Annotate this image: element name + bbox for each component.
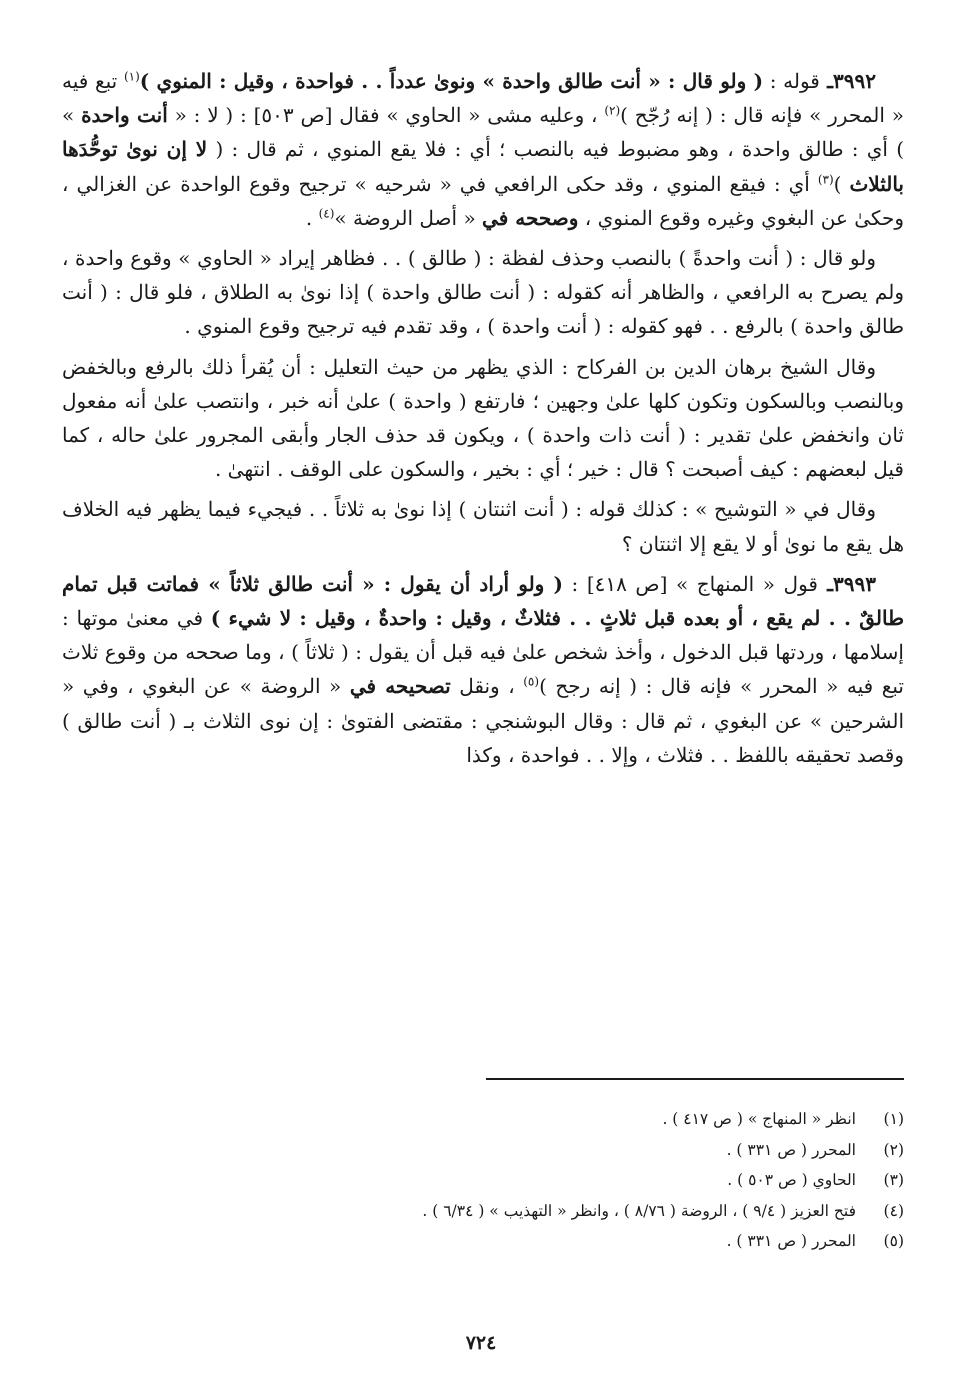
text-run: ) xyxy=(833,171,850,196)
footnote-number: (١) xyxy=(883,1110,904,1128)
footnote-number: (٢) xyxy=(883,1140,904,1159)
paragraph-p5 xyxy=(62,567,904,772)
footnote-text: انظر « المنهاج » ( ص ٤١٧ ) . xyxy=(662,1110,856,1128)
footnote-item xyxy=(200,1135,904,1166)
text-run: ولو قال : ( أنت واحدةً ) بالنصب وحذف لفظة : ( طالق ) . . فظاهر إيراد « الحاوي » وقوع واحدة ، ولم يصرح به الرافعي ، والظاهر أنه كقوله : ( أنت طالق واحدة ) إذا نوىٰ به الطلاق ، فلو قال : ( أنت طالق واحدة ) بالرفع . . فهو كقوله : ( أنت واحدة ) ، وقد تقدم فيه ترجيح وقوع المنوي . xyxy=(62,246,904,339)
footnote-ref: (٥) xyxy=(523,674,540,689)
text-run: ، ونقل xyxy=(450,674,524,699)
page-number: ٧٢٤ xyxy=(465,1332,497,1354)
text-run: وقال في « التوشيح » : كذلك قوله : ( أنت اثنتان ) إذا نوىٰ به ثلاثاً . . فيجيء فيما يظهر فيه الخلاف هل يقع ما نوىٰ أو لا يقع إلا اثنتان ؟ xyxy=(62,497,904,556)
text-run: « أصل الروضة » xyxy=(334,205,483,230)
footnote-text: المحرر ( ص ٣٣١ ) . xyxy=(726,1140,856,1159)
bold-text: أنت واحدة xyxy=(81,103,168,128)
footnote-item xyxy=(200,1165,904,1196)
text-run: وقال الشيخ برهان الدين بن الفركاح : الذي يظهر من حيث التعليل : أن يُقرأ ذلك بالرفع وبالخفض وبالنصب وبالسكون وتكون كلها علىٰ وجهين ؛ فارتفع ( واحدة ) علىٰ أنه خبر ، وانتصب علىٰ أنه مفعول ثان وانخفض علىٰ تقدير : ( أنت ذات واحدة ) ، ويكون قد حذف الجار وأبقى المجرور علىٰ حاله ، كما قيل لبعضهم : كيف أصبحت ؟ قال : خير ؛ أي : بخير ، والسكون على الوقف . انتهىٰ . xyxy=(62,354,904,482)
text-run: تبع فيه « المحرر » فإنه قال : ( إنه رُجّح ) xyxy=(62,69,905,128)
text-run: في معنىٰ موتها : إسلامها ، وردتها قبل الدخول ، وأخذ شخص علىٰ فيه قبل أن يقول : ( ثلاثاً ) ، وما صححه من وقوع ثلاث تبع فيه « المحرر » فإنه قال : ( إنه رجح ) xyxy=(62,606,904,699)
footnote-ref: (٤) xyxy=(318,206,335,221)
footnote-item xyxy=(200,1196,904,1227)
paragraph-p2 xyxy=(62,241,904,344)
footnote-number: (٤) xyxy=(883,1201,904,1220)
text-run: أي : فيقع المنوي ، وقد حكى الرافعي في « شرحيه » ترجيح وقوع الواحدة عن الغزالي ، وحكىٰ عن البغوي وغيره وقوع المنوي ، xyxy=(62,171,904,230)
bold-text: ٣٩٩٣ـ xyxy=(818,571,876,596)
paragraph-p3 xyxy=(62,350,904,487)
footnotes xyxy=(200,1104,904,1257)
text-run: » ) أي : طالق واحدة ، وهو مضبوط فيه بالنصب ؛ أي : فلا يقع المنوي ، ثم قال : ( xyxy=(62,103,904,162)
bold-text: وصححه في xyxy=(482,205,579,230)
footnote-number: (٣) xyxy=(883,1171,904,1189)
paragraph-p1 xyxy=(62,64,904,235)
footnote-text: الحاوي ( ص ٥٠٣ ) . xyxy=(727,1171,856,1189)
footnote-item xyxy=(200,1226,904,1257)
footnote-item xyxy=(200,1104,904,1135)
footnote-ref: (٣) xyxy=(817,171,834,186)
footnote-separator xyxy=(486,1078,904,1080)
bold-text: ( ولو قال : « أنت طالق واحدة » ونوىٰ عدداً . . فواحدة ، وقيل : المنوي ) xyxy=(139,69,764,93)
text-run: « الروضة » عن البغوي ، وفي « الشرحين » عن البغوي ، ثم قال : وقال البوشنجي : مقتضى الفتوىٰ : إن نوى الثلاث بـ ( أنت طالق ) وقصد تحقيقه باللفظ . . فثلاث ، وإلا . . فواحدة ، وكذا xyxy=(62,674,904,767)
footnote-number: (٥) xyxy=(883,1232,904,1250)
footnote-ref: (١) xyxy=(123,69,140,84)
text-run: قول « المنهاج » [ص ٤١٨] : xyxy=(562,571,818,596)
bold-text: ( ولو أراد أن يقول : « أنت طالق ثلاثاً » فماتت قبل تمام طالقٌ . . لم يقع ، أو بعده قبل ثلاثٍ . . فثلاثٌ ، وقيل : واحدةٌ ، وقيل : لا شيء ) xyxy=(62,571,904,631)
paragraph-p4 xyxy=(62,492,904,560)
bold-text: لا إن نوىٰ توحُّدَها بالثلاث xyxy=(62,137,904,196)
text-run: ، وعليه مشى « الحاوي » فقال [ص ٥٠٣] : ( لا : « xyxy=(167,103,605,128)
text-run: قوله : xyxy=(763,69,820,93)
footnote-text: فتح العزيز ( ٩/٤ ) ، الروضة ( ٨/٧٦ ) ، وانظر « التهذيب » ( ٦/٣٤ ) . xyxy=(422,1201,856,1220)
main-text xyxy=(62,64,904,778)
footnote-text: المحرر ( ص ٣٣١ ) . xyxy=(726,1232,856,1250)
footnote-ref: (٢) xyxy=(604,103,621,118)
bold-text: ٣٩٩٢ـ xyxy=(819,69,876,93)
bold-text: تصحيحه في xyxy=(349,674,451,699)
text-run: . xyxy=(305,205,319,230)
